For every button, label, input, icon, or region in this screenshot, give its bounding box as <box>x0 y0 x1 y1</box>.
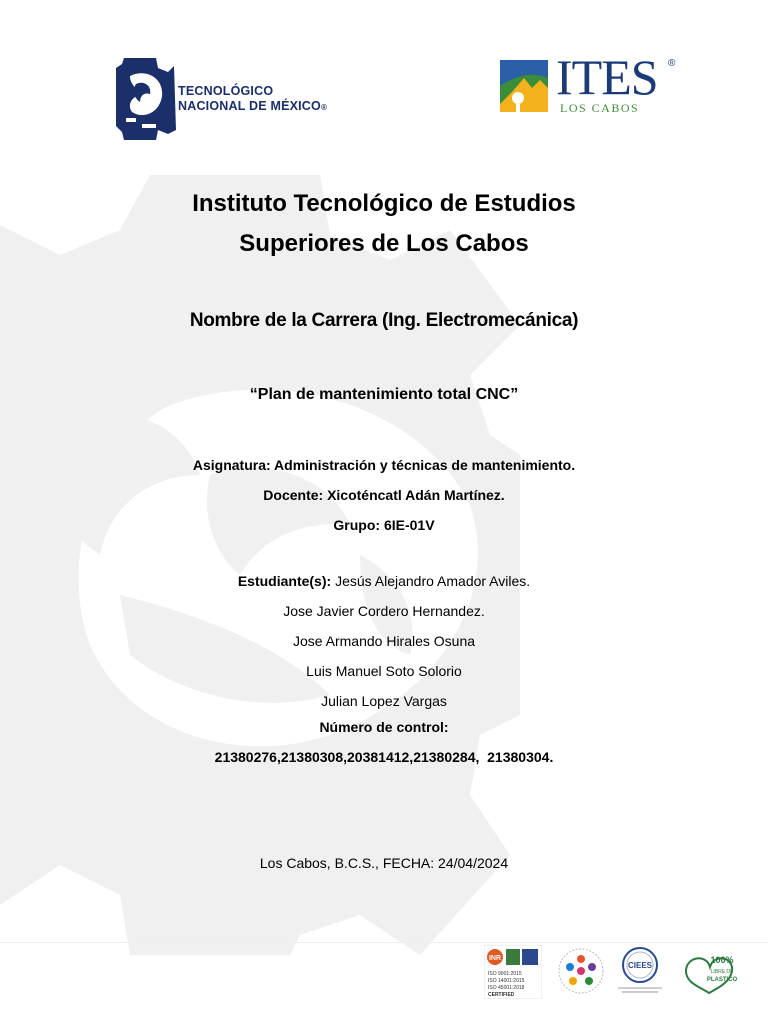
students-label: Estudiante(s) <box>237 573 327 589</box>
plastic-line: PLASTICO <box>706 977 738 983</box>
plastic-line: LIBRE DE <box>710 969 734 975</box>
title-line1: Instituto Tecnológico de Estudios <box>192 190 576 217</box>
student-name: Jesús Alejandro Amador Aviles. <box>335 573 531 589</box>
institute-title <box>0 184 768 264</box>
inr-badge-text: INR <box>488 955 502 962</box>
student-name: Jose Armando Hirales Osuna <box>292 633 476 649</box>
course-info <box>0 450 768 540</box>
footer-divider <box>0 942 768 943</box>
ites-registered-mark: ® <box>668 58 676 69</box>
tecnm-line1: TECNOLÓGICO <box>178 84 274 98</box>
group-line: Grupo: 6IE-01V <box>333 517 435 533</box>
inr-line: ISO 14001:2015 <box>488 978 525 984</box>
inr-certification-icon <box>484 945 542 999</box>
tecnm-registered-mark: ® <box>320 103 328 112</box>
gender-equality-seal-icon <box>556 945 606 997</box>
ciees-logo-icon <box>614 945 672 997</box>
inr-line: ISO 9001:2015 <box>488 971 522 977</box>
tecnm-line2: NACIONAL DE MÉXICO® <box>178 99 328 113</box>
student-name: Julian Lopez Vargas <box>321 693 447 709</box>
student-name: Jose Javier Cordero Hernandez. <box>283 603 485 619</box>
project-title: “Plan de mantenimiento total CNC” <box>249 386 519 403</box>
ciees-name: CIEES <box>627 961 653 970</box>
student-name: Luis Manuel Soto Solorio <box>306 663 462 679</box>
plastic-free-seal-icon <box>676 945 742 997</box>
tecnm-logo-text <box>178 84 327 115</box>
course-line: Asignatura: Administración y técnicas de mantenimiento. <box>192 457 576 473</box>
inr-line: ISO 45001:2018 <box>488 985 525 991</box>
plastic-line: 100% <box>710 955 734 965</box>
inr-line: CERTIFIED <box>488 992 515 998</box>
list-item: Estudiante(s): Jesús Alejandro Amador Aviles. <box>237 573 531 589</box>
ites-name: ITES <box>556 49 658 105</box>
students-list <box>0 566 768 716</box>
control-numbers <box>0 712 768 772</box>
career-name: Nombre de la Carrera (Ing. Electromecánica) <box>189 310 579 331</box>
control-label: Número de control: <box>319 719 449 735</box>
title-line2: Superiores de Los Cabos <box>239 230 529 257</box>
control-values: 21380276,21380308,20381412,21380284, 21380304. <box>214 749 554 765</box>
place-date: Los Cabos, B.C.S., FECHA: 24/04/2024 <box>259 855 509 871</box>
ites-subtitle: LOS CABOS <box>560 101 640 115</box>
teacher-line: Docente: Xicoténcatl Adán Martínez. <box>263 487 505 503</box>
